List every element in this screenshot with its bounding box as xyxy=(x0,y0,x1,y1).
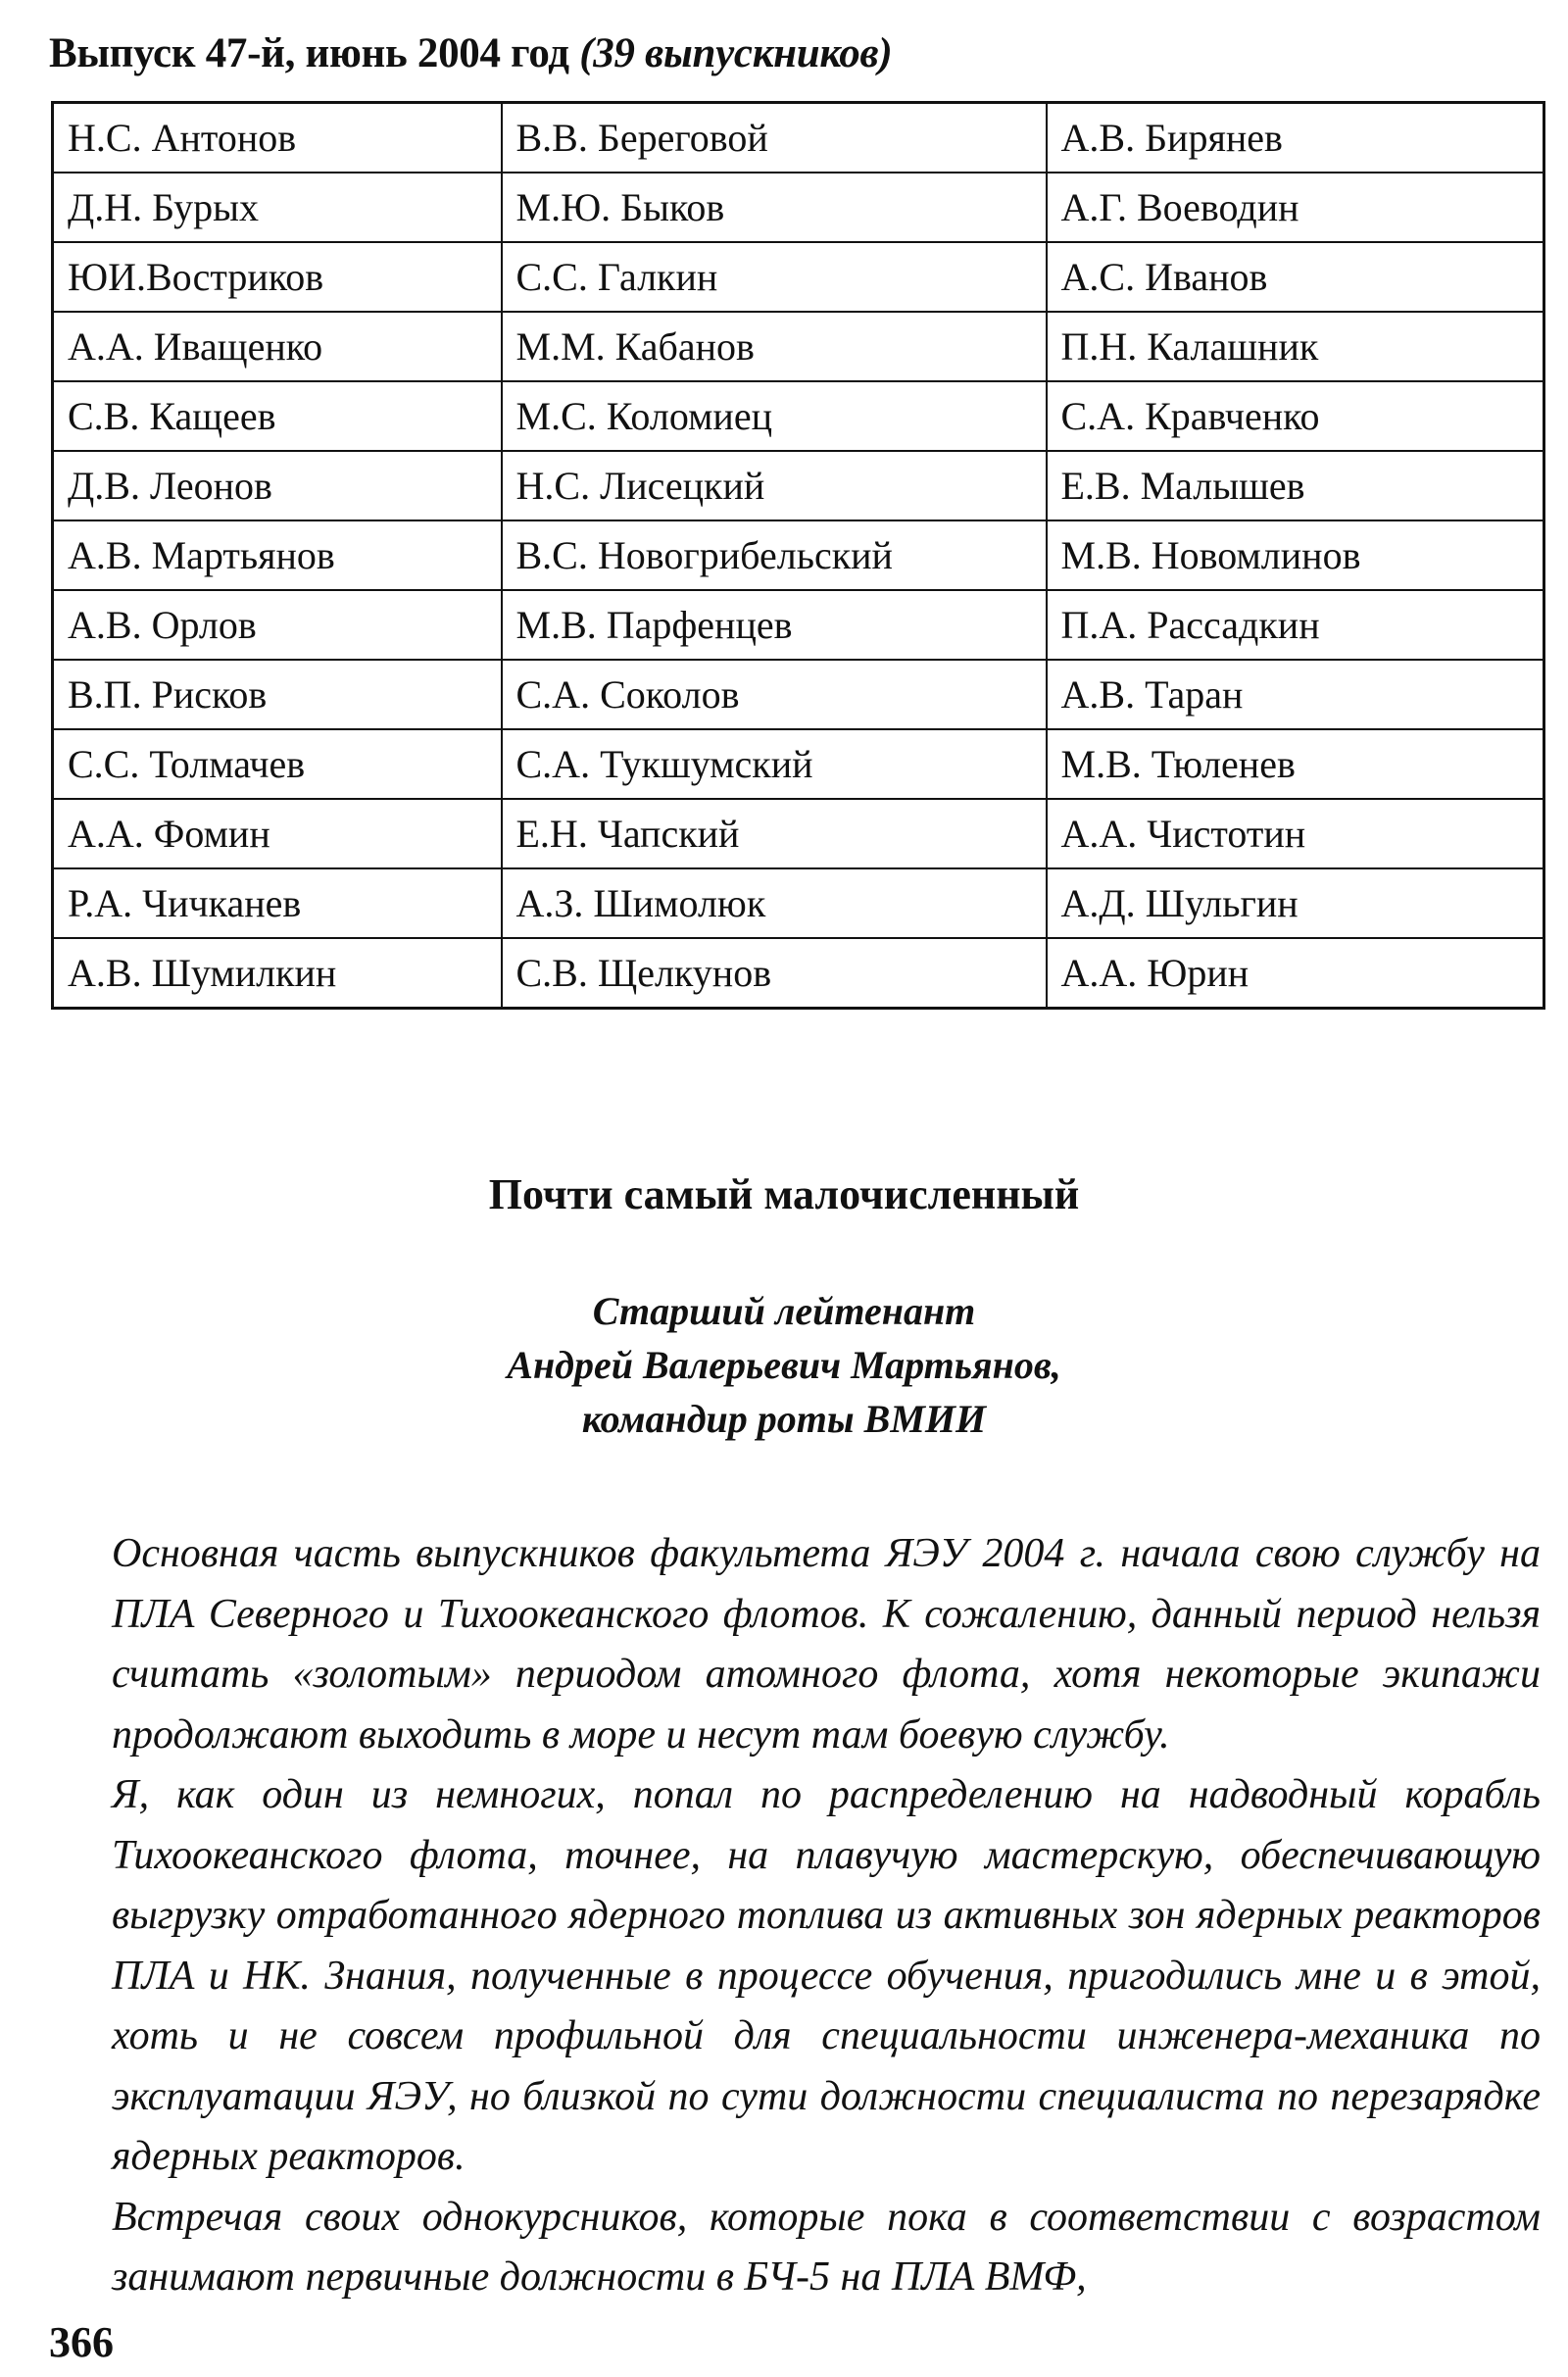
graduate-name-cell: А.В. Орлов xyxy=(53,590,502,660)
graduate-name-cell: А.В. Шумилкин xyxy=(53,938,502,1009)
graduate-name-cell: С.С. Толмачев xyxy=(53,729,502,799)
graduate-name-cell: П.Н. Калашник xyxy=(1047,312,1544,381)
table-row xyxy=(53,660,1544,729)
graduate-name-cell: В.П. Рисков xyxy=(53,660,502,729)
graduate-name-cell: А.З. Шимолюк xyxy=(502,868,1047,938)
graduate-name-cell: А.В. Мартьянов xyxy=(53,520,502,590)
graduate-name-cell: А.Г. Воеводин xyxy=(1047,173,1544,242)
graduate-name-cell: С.С. Галкин xyxy=(502,242,1047,312)
graduate-name-cell: Е.В. Малышев xyxy=(1047,451,1544,520)
table-row xyxy=(53,381,1544,451)
graduate-name-cell: М.С. Коломиец xyxy=(502,381,1047,451)
graduate-name-cell: Р.А. Чичканев xyxy=(53,868,502,938)
graduate-name-cell: ЮИ.Востриков xyxy=(53,242,502,312)
graduation-heading-count: (39 выпускников) xyxy=(579,30,893,76)
graduate-name-cell: М.М. Кабанов xyxy=(502,312,1047,381)
graduate-name-cell: С.В. Щелкунов xyxy=(502,938,1047,1009)
graduate-name-cell: А.А. Юрин xyxy=(1047,938,1544,1009)
graduate-name-cell: В.С. Новогрибельский xyxy=(502,520,1047,590)
graduate-name-cell: А.А. Иващенко xyxy=(53,312,502,381)
graduate-name-cell: М.В. Новомлинов xyxy=(1047,520,1544,590)
graduation-heading xyxy=(49,29,892,77)
graduate-name-cell: Е.Н. Чапский xyxy=(502,799,1047,868)
byline-rank: Старший лейтенант xyxy=(592,1289,976,1333)
graduate-name-cell: С.В. Кащеев xyxy=(53,381,502,451)
table-row xyxy=(53,868,1544,938)
graduate-name-cell: С.А. Кравченко xyxy=(1047,381,1544,451)
graduate-name-cell: С.А. Соколов xyxy=(502,660,1047,729)
table-row xyxy=(53,312,1544,381)
graduate-name-cell: А.С. Иванов xyxy=(1047,242,1544,312)
graduate-name-cell: А.В. Таран xyxy=(1047,660,1544,729)
table-row xyxy=(53,451,1544,520)
byline-author-name: Андрей Валерьевич Мартьянов, xyxy=(507,1343,1061,1387)
byline-position: командир роты ВМИИ xyxy=(581,1397,987,1441)
graduate-name-cell: П.А. Рассадкин xyxy=(1047,590,1544,660)
article-body xyxy=(112,1524,1541,2308)
table-row xyxy=(53,242,1544,312)
page-number: 366 xyxy=(49,2318,114,2366)
table-row xyxy=(53,799,1544,868)
graduate-name-cell: Д.Н. Бурых xyxy=(53,173,502,242)
graduate-name-cell: М.В. Парфенцев xyxy=(502,590,1047,660)
table-row xyxy=(53,520,1544,590)
graduate-name-cell: С.А. Тукшумский xyxy=(502,729,1047,799)
graduate-name-cell: А.Д. Шульгин xyxy=(1047,868,1544,938)
graduates-table xyxy=(51,101,1545,1010)
graduate-name-cell: В.В. Береговой xyxy=(502,103,1047,173)
graduate-name-cell: А.В. Бирянев xyxy=(1047,103,1544,173)
graduate-name-cell: М.Ю. Быков xyxy=(502,173,1047,242)
graduate-name-cell: А.А. Чистотин xyxy=(1047,799,1544,868)
graduates-table-body xyxy=(53,103,1544,1009)
graduate-name-cell: М.В. Тюленев xyxy=(1047,729,1544,799)
article-paragraph-1: Основная часть выпускников факультета ЯЭУ 2004 г. начала свою службу на ПЛА Северного и Тихоокеанского флотов. К сожалению, данный период нельзя считать «золотым» периодом атомного флота, хотя некоторые экипажи продолжают выходить в море и несут там боевую службу. xyxy=(112,1531,1541,1758)
graduate-name-cell: Н.С. Антонов xyxy=(53,103,502,173)
table-row xyxy=(53,729,1544,799)
table-row xyxy=(53,938,1544,1009)
graduate-name-cell: А.А. Фомин xyxy=(53,799,502,868)
article-byline xyxy=(0,1284,1568,1446)
article-paragraph-3: Встречая своих однокурсников, которые пока в соответствии с возрастом занимают первичные должности в БЧ-5 на ПЛА ВМФ, xyxy=(112,2194,1541,2300)
article-paragraph-2: Я, как один из немногих, попал по распределению на надводный корабль Тихоокеанского флота, точнее, на плавучую мастерскую, обеспечивающую выгрузку отработанного ядерного топлива из активных зон ядерных реакторов ПЛА и НК. Знания, полученные в процессе обучения, пригодились мне и в этой, хоть и не совсем профильной для специальности инженера-механика по эксплуатации ЯЭУ, но близкой по сути должности специалиста по перезарядке ядерных реакторов. xyxy=(112,1772,1541,2179)
table-row xyxy=(53,173,1544,242)
article-title: Почти самый малочисленный xyxy=(488,1170,1080,1218)
table-row xyxy=(53,103,1544,173)
graduation-heading-main: Выпуск 47-й, июнь 2004 год xyxy=(49,30,569,76)
graduate-name-cell: Н.С. Лисецкий xyxy=(502,451,1047,520)
table-row xyxy=(53,590,1544,660)
graduate-name-cell: Д.В. Леонов xyxy=(53,451,502,520)
